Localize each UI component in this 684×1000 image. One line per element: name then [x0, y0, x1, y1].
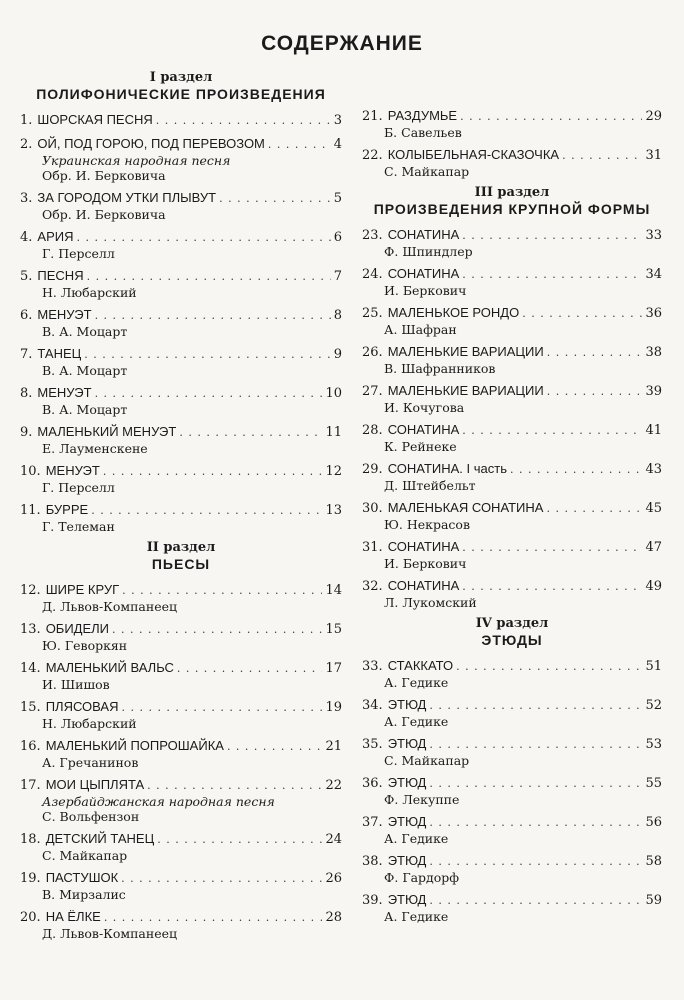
entry-author: Д. Львов-Компанеец: [42, 599, 178, 614]
toc-entry[interactable]: [20, 776, 342, 824]
section-header: [362, 616, 662, 649]
dot-leader: [462, 422, 642, 439]
entry-title: МОИ ЦЫПЛЯТА: [45, 777, 145, 792]
toc-entry-line: [20, 659, 342, 677]
toc-entry[interactable]: [20, 462, 342, 495]
entry-author: А. Гедике: [384, 831, 449, 846]
entry-page-number: 17: [325, 661, 342, 676]
entry-author: В. А. Моцарт: [42, 363, 128, 378]
entry-page-number: 33: [645, 228, 662, 243]
entry-number: 36.: [362, 776, 383, 791]
toc-entry-line: [362, 538, 662, 556]
entry-number: 32.: [362, 579, 383, 594]
entry-page-number: 43: [645, 462, 662, 477]
entry-title: ОБИДЕЛИ: [45, 621, 110, 636]
dot-leader: [456, 658, 642, 675]
entry-page-number: 29: [645, 109, 662, 124]
entry-page-number: 31: [645, 148, 662, 163]
toc-entry-line: [20, 228, 342, 246]
entry-page-number: 58: [645, 854, 662, 869]
dot-leader: [91, 502, 322, 519]
toc-entry[interactable]: [20, 306, 342, 339]
entry-title: МЕНУЭТ: [45, 463, 100, 478]
entry-title: РАЗДУМЬЕ: [387, 108, 458, 123]
entry-number: 6.: [20, 308, 33, 323]
entry-page-number: 4: [333, 137, 342, 152]
entry-page-number: 11: [325, 425, 342, 440]
dot-leader: [268, 136, 331, 153]
entry-page-number: 8: [333, 308, 342, 323]
toc-entry-line: [362, 107, 662, 125]
entry-title: АРИЯ: [37, 229, 74, 244]
entry-title: КОЛЫБЕЛЬНАЯ-СКАЗОЧКА: [387, 147, 560, 162]
toc-entry[interactable]: [362, 499, 662, 532]
entry-number: 20.: [20, 910, 41, 925]
toc-entry[interactable]: [20, 737, 342, 770]
dot-leader: [562, 147, 642, 164]
toc-entry-line: [20, 267, 342, 285]
entry-page-number: 51: [645, 659, 662, 674]
toc-entry[interactable]: [362, 382, 662, 415]
entry-title: ЭТЮД: [387, 775, 427, 790]
toc-entry-line: [20, 501, 342, 519]
entry-author: С. Майкапар: [384, 164, 470, 179]
toc-entry[interactable]: [362, 774, 662, 807]
toc-entry[interactable]: [362, 538, 662, 571]
toc-entry[interactable]: [362, 813, 662, 846]
entry-author: В. А. Моцарт: [42, 324, 128, 339]
entry-page-number: 55: [645, 776, 662, 791]
toc-entry[interactable]: [20, 698, 342, 731]
entry-number: 9.: [20, 425, 33, 440]
entry-number: 12.: [20, 583, 41, 598]
entry-page-number: 9: [333, 347, 342, 362]
entry-number: 2.: [20, 137, 33, 152]
entry-author: И. Кочугова: [384, 400, 465, 415]
entry-author: Обр. И. Берковича: [42, 168, 166, 183]
dot-leader: [462, 266, 642, 283]
entry-page-number: 5: [333, 191, 342, 206]
toc-entry-line: [20, 581, 342, 599]
dot-leader: [147, 777, 322, 794]
right-column: [362, 107, 662, 930]
entry-note: Азербайджанская народная песня: [42, 794, 275, 809]
toc-entry-line: [20, 423, 342, 441]
entry-title: ПЛЯСОВАЯ: [45, 699, 119, 714]
entry-title: ЭТЮД: [387, 697, 427, 712]
toc-entry[interactable]: [362, 146, 662, 179]
toc-entry[interactable]: [20, 267, 342, 300]
entry-author: А. Гедике: [384, 714, 449, 729]
section-title: ПОЛИФОНИЧЕСКИЕ ПРОИЗВЕДЕНИЯ: [36, 86, 326, 102]
dot-leader: [122, 582, 322, 599]
section-title: ЭТЮДЫ: [481, 632, 543, 648]
section-header: [20, 70, 342, 103]
entry-page-number: 45: [645, 501, 662, 516]
toc-entry[interactable]: [362, 226, 662, 259]
toc-entry[interactable]: [20, 384, 342, 417]
entry-author: А. Шафран: [384, 322, 457, 337]
entry-number: 22.: [362, 148, 383, 163]
entry-number: 26.: [362, 345, 383, 360]
toc-entry[interactable]: [362, 304, 662, 337]
toc-entry-line: [362, 382, 662, 400]
section-label: I раздел: [149, 70, 213, 85]
dot-leader: [429, 892, 642, 909]
entry-author: Б. Савельев: [384, 125, 462, 140]
dot-leader: [460, 108, 642, 125]
left-column: [20, 70, 342, 947]
toc-entry-line: [362, 735, 662, 753]
toc-entry[interactable]: [20, 830, 342, 863]
entry-title: ОЙ, ПОД ГОРОЮ, ПОД ПЕРЕВОЗОМ: [37, 136, 265, 151]
entry-author: Ю. Геворкян: [42, 638, 128, 653]
entry-title: МЕНУЭТ: [37, 307, 92, 322]
dot-leader: [156, 112, 331, 129]
entry-title: НА ЁЛКЕ: [45, 909, 101, 924]
toc-entry-line: [362, 421, 662, 439]
entry-number: 24.: [362, 267, 383, 282]
entry-page-number: 49: [645, 579, 662, 594]
entry-title: МАЛЕНЬКАЯ СОНАТИНА: [387, 500, 544, 515]
dot-leader: [429, 853, 642, 870]
dot-leader: [546, 500, 642, 517]
toc-entry-line: [20, 345, 342, 363]
toc-entry[interactable]: [20, 908, 342, 941]
section-label: III раздел: [474, 185, 550, 200]
entry-author: И. Шишов: [42, 677, 110, 692]
toc-entry[interactable]: [20, 423, 342, 456]
entry-page-number: 36: [645, 306, 662, 321]
entry-author: В. Шафранников: [384, 361, 496, 376]
toc-entry-line: [362, 774, 662, 792]
entry-page-number: 59: [645, 893, 662, 908]
entry-number: 14.: [20, 661, 41, 676]
toc-entry-line: [20, 908, 342, 926]
dot-leader: [103, 463, 323, 480]
toc-entry[interactable]: [362, 107, 662, 140]
entry-note: Украинская народная песня: [42, 153, 231, 168]
entry-author: Ф. Лекуппе: [384, 792, 460, 807]
dot-leader: [547, 383, 643, 400]
entry-author: А. Гедике: [384, 909, 449, 924]
entry-page-number: 14: [325, 583, 342, 598]
entry-author: С. Майкапар: [42, 848, 128, 863]
section-header: [20, 540, 342, 573]
entry-number: 33.: [362, 659, 383, 674]
dot-leader: [95, 385, 323, 402]
entry-page-number: 22: [325, 778, 342, 793]
entry-number: 8.: [20, 386, 33, 401]
entry-title: ЗА ГОРОДОМ УТКИ ПЛЫВУТ: [37, 190, 217, 205]
entry-page-number: 21: [325, 739, 342, 754]
entry-number: 4.: [20, 230, 33, 245]
entry-title: СОНАТИНА: [387, 539, 460, 554]
entry-number: 15.: [20, 700, 41, 715]
entry-title: ШИРЕ КРУГ: [45, 582, 120, 597]
entry-page-number: 47: [645, 540, 662, 555]
dot-leader: [177, 660, 323, 677]
dot-leader: [462, 227, 642, 244]
entry-author: Ф. Гардорф: [384, 870, 460, 885]
entry-number: 27.: [362, 384, 383, 399]
entry-number: 13.: [20, 622, 41, 637]
entry-title: ЭТЮД: [387, 736, 427, 751]
entry-author: А. Гедике: [384, 675, 449, 690]
entry-page-number: 24: [325, 832, 342, 847]
entry-author: В. А. Моцарт: [42, 402, 128, 417]
toc-entry-line: [20, 869, 342, 887]
entry-number: 38.: [362, 854, 383, 869]
toc-entry-line: [20, 111, 342, 129]
entry-author: Ф. Шпиндлер: [384, 244, 473, 259]
entry-author: Л. Лукомский: [384, 595, 477, 610]
page-title: СОДЕРЖАНИЕ: [261, 32, 423, 55]
toc-entry[interactable]: [20, 869, 342, 902]
toc-entry-line: [362, 577, 662, 595]
entry-author: Н. Любарский: [42, 285, 137, 300]
toc-entry-line: [20, 135, 342, 153]
toc-entry-line: [362, 226, 662, 244]
dot-leader: [429, 775, 642, 792]
toc-entry[interactable]: [362, 735, 662, 768]
entry-page-number: 38: [645, 345, 662, 360]
toc-entry[interactable]: [362, 577, 662, 610]
entry-title: СОНАТИНА: [387, 422, 460, 437]
entry-author: Г. Перселл: [42, 246, 115, 261]
dot-leader: [429, 697, 642, 714]
entry-page-number: 28: [325, 910, 342, 925]
dot-leader: [121, 699, 322, 716]
toc-entry-line: [20, 737, 342, 755]
entry-number: 31.: [362, 540, 383, 555]
entry-title: ЭТЮД: [387, 814, 427, 829]
entry-author: Ю. Некрасов: [384, 517, 470, 532]
entry-page-number: 19: [325, 700, 342, 715]
entry-number: 10.: [20, 464, 41, 479]
toc-entry[interactable]: [20, 581, 342, 614]
entry-author: С. Вольфензон: [42, 809, 140, 824]
toc-entry-line: [362, 343, 662, 361]
dot-leader: [87, 268, 331, 285]
entry-number: 17.: [20, 778, 41, 793]
entry-author: И. Беркович: [384, 283, 467, 298]
entry-title: ШОРСКАЯ ПЕСНЯ: [37, 112, 153, 127]
toc-entry-line: [362, 460, 662, 478]
toc-entry[interactable]: [20, 501, 342, 534]
entry-title: МАЛЕНЬКИЙ ВАЛЬС: [45, 660, 174, 675]
toc-entry-line: [20, 698, 342, 716]
entry-author: А. Гречанинов: [42, 755, 139, 770]
entry-title: МАЛЕНЬКИЕ ВАРИАЦИИ: [387, 344, 544, 359]
toc-entry[interactable]: [20, 135, 342, 183]
entry-page-number: 12: [325, 464, 342, 479]
toc-entry[interactable]: [20, 111, 342, 129]
dot-leader: [95, 307, 331, 324]
toc-entry-line: [362, 813, 662, 831]
entry-page-number: 13: [325, 503, 342, 518]
entry-author: И. Беркович: [384, 556, 467, 571]
entry-number: 16.: [20, 739, 41, 754]
entry-author: Н. Любарский: [42, 716, 137, 731]
entry-page-number: 41: [645, 423, 662, 438]
entry-author: Е. Лауменскене: [42, 441, 148, 456]
toc-entry-line: [362, 146, 662, 164]
toc-entry[interactable]: [362, 460, 662, 493]
entry-number: 21.: [362, 109, 383, 124]
toc-entry[interactable]: [362, 657, 662, 690]
toc-entry-line: [20, 620, 342, 638]
entry-page-number: 34: [645, 267, 662, 282]
entry-title: СОНАТИНА: [387, 266, 460, 281]
entry-number: 37.: [362, 815, 383, 830]
toc-entry[interactable]: [362, 891, 662, 924]
entry-title: МЕНУЭТ: [37, 385, 92, 400]
entry-number: 11.: [20, 503, 41, 518]
entry-author: Г. Перселл: [42, 480, 115, 495]
toc-entry-line: [20, 776, 342, 794]
entry-number: 3.: [20, 191, 33, 206]
entry-title: МАЛЕНЬКИЕ ВАРИАЦИИ: [387, 383, 544, 398]
toc-entry-line: [20, 306, 342, 324]
dot-leader: [104, 909, 323, 926]
dot-leader: [179, 424, 322, 441]
entry-author: С. Майкапар: [384, 753, 470, 768]
entry-page-number: 52: [645, 698, 662, 713]
toc-entry-line: [20, 830, 342, 848]
entry-number: 5.: [20, 269, 33, 284]
entry-author: Г. Телеман: [42, 519, 115, 534]
toc-entry-line: [362, 304, 662, 322]
entry-title: МАЛЕНЬКИЙ ПОПРОШАЙКА: [45, 738, 224, 753]
toc-entry[interactable]: [20, 345, 342, 378]
toc-entry-line: [362, 852, 662, 870]
entry-number: 30.: [362, 501, 383, 516]
entry-number: 19.: [20, 871, 41, 886]
entry-page-number: 39: [645, 384, 662, 399]
toc-entry-line: [362, 499, 662, 517]
dot-leader: [84, 346, 330, 363]
toc-entry[interactable]: [20, 620, 342, 653]
toc-entry-line: [20, 384, 342, 402]
toc-entry[interactable]: [362, 421, 662, 454]
toc-entry[interactable]: [20, 189, 342, 222]
entry-author: Д. Львов-Компанеец: [42, 926, 178, 941]
entry-title: ЭТЮД: [387, 892, 427, 907]
dot-leader: [462, 578, 642, 595]
toc-entry-line: [20, 189, 342, 207]
entry-title: ПЕСНЯ: [37, 268, 84, 283]
entry-number: 29.: [362, 462, 383, 477]
section-header: [362, 185, 662, 218]
toc-entry-line: [20, 462, 342, 480]
entry-title: ЭТЮД: [387, 853, 427, 868]
toc-entry[interactable]: [362, 343, 662, 376]
toc-entry[interactable]: [362, 265, 662, 298]
section-title: ПЬЕСЫ: [151, 556, 211, 572]
entry-title: СОНАТИНА: [387, 227, 460, 242]
entry-number: 28.: [362, 423, 383, 438]
dot-leader: [547, 344, 643, 361]
entry-author: Обр. И. Берковича: [42, 207, 166, 222]
entry-author: К. Рейнеке: [384, 439, 457, 454]
toc-entry[interactable]: [362, 696, 662, 729]
entry-page-number: 6: [333, 230, 342, 245]
dot-leader: [510, 461, 642, 478]
toc-entry-line: [362, 696, 662, 714]
toc-entry-line: [362, 657, 662, 675]
entry-author: Д. Штейбельт: [384, 478, 476, 493]
dot-leader: [219, 190, 331, 207]
section-title: ПРОИЗВЕДЕНИЯ КРУПНОЙ ФОРМЫ: [373, 201, 651, 217]
entry-number: 39.: [362, 893, 383, 908]
dot-leader: [227, 738, 323, 755]
entry-title: БУРРЕ: [45, 502, 89, 517]
dot-leader: [76, 229, 330, 246]
toc-entry[interactable]: [20, 659, 342, 692]
section-label: II раздел: [146, 540, 216, 555]
entry-number: 1.: [20, 113, 33, 128]
entry-page-number: 15: [325, 622, 342, 637]
entry-title: МАЛЕНЬКИЙ МЕНУЭТ: [37, 424, 177, 439]
entry-title: СТАККАТО: [387, 658, 454, 673]
toc-entry[interactable]: [20, 228, 342, 261]
dot-leader: [112, 621, 322, 638]
entry-page-number: 10: [325, 386, 342, 401]
entry-title: ТАНЕЦ: [37, 346, 82, 361]
entry-number: 18.: [20, 832, 41, 847]
entry-number: 7.: [20, 347, 33, 362]
entry-title: СОНАТИНА: [387, 578, 460, 593]
toc-entry[interactable]: [362, 852, 662, 885]
entry-number: 25.: [362, 306, 383, 321]
entry-author: В. Мирзалис: [42, 887, 126, 902]
entry-page-number: 7: [333, 269, 342, 284]
dot-leader: [522, 305, 642, 322]
entry-title: СОНАТИНА. I часть: [387, 461, 507, 476]
entry-page-number: 56: [645, 815, 662, 830]
entry-title: ДЕТСКИЙ ТАНЕЦ: [45, 831, 155, 846]
toc-entry-line: [362, 265, 662, 283]
dot-leader: [429, 814, 642, 831]
dot-leader: [121, 870, 322, 887]
entry-title: МАЛЕНЬКОЕ РОНДО: [387, 305, 520, 320]
entry-number: 35.: [362, 737, 383, 752]
section-label: IV раздел: [475, 616, 549, 631]
dot-leader: [157, 831, 322, 848]
dot-leader: [429, 736, 642, 753]
entry-number: 23.: [362, 228, 383, 243]
entry-number: 34.: [362, 698, 383, 713]
entry-title: ПАСТУШОК: [45, 870, 119, 885]
dot-leader: [462, 539, 642, 556]
entry-page-number: 26: [325, 871, 342, 886]
toc-entry-line: [362, 891, 662, 909]
entry-page-number: 53: [645, 737, 662, 752]
entry-page-number: 3: [333, 113, 342, 128]
